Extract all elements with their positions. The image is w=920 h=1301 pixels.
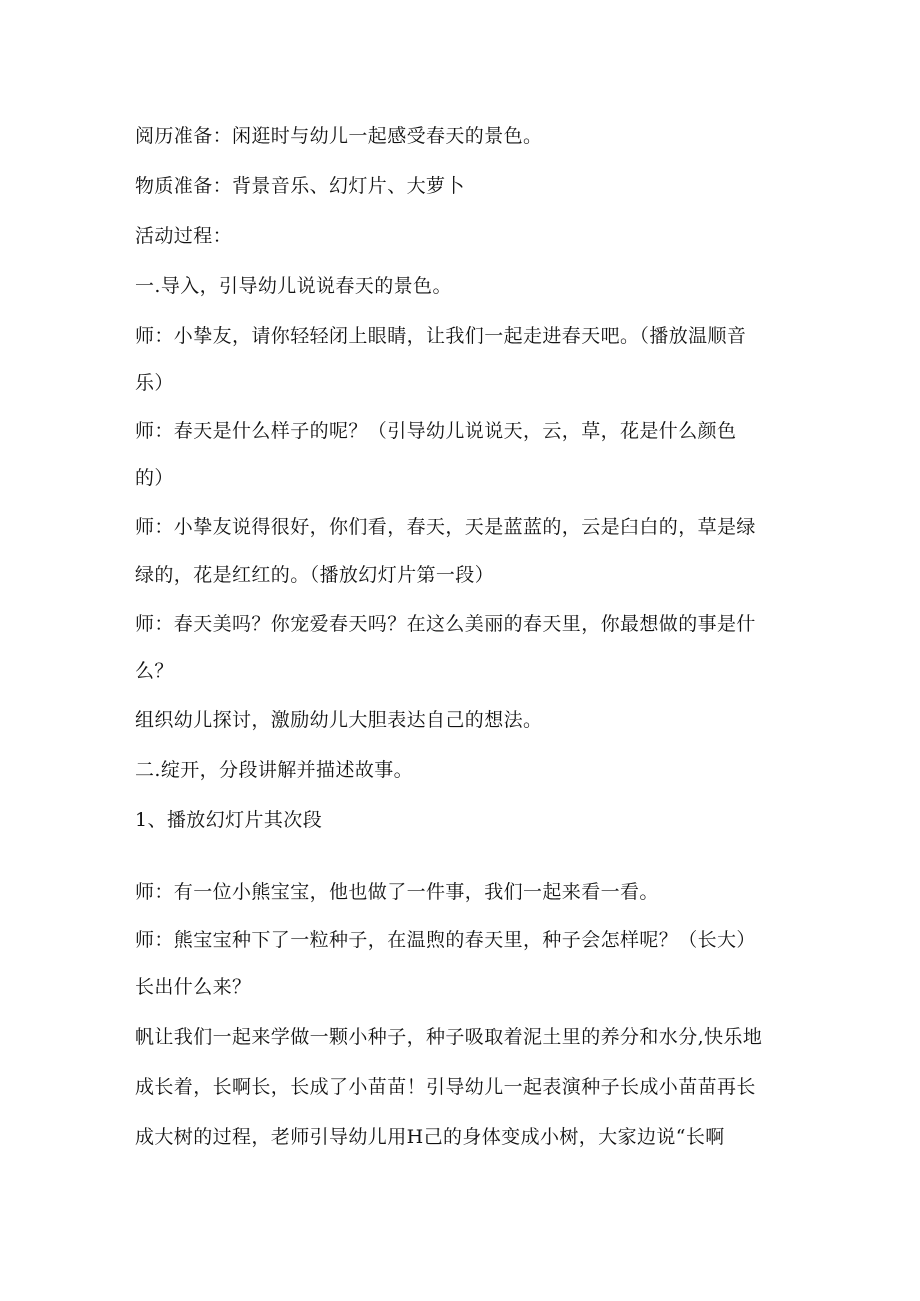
- text-line: 的）: [135, 467, 174, 489]
- text-line: 师：有一位小熊宝宝，他也做了一件事，我们一起来看一看。: [135, 881, 659, 903]
- text-line: 师：春天美吗？你宠爱春天吗？在这么美丽的春天里，你最想做的事是什: [135, 613, 756, 635]
- subsection-heading: 1、播放幻灯片其次段: [135, 809, 323, 831]
- text-line: 师：小挚友说得很好，你们看，春天，天是蓝蓝的，云是臼白的，草是绿: [135, 516, 756, 538]
- text-line: 么？: [135, 660, 174, 682]
- text-line: 物质准备：背景音乐、幻灯片、大萝卜: [135, 175, 465, 197]
- text-line: 师：熊宝宝种下了一粒种子，在温煦的春天里，种子会怎样呢？（长大）: [135, 929, 756, 951]
- text-line: 成大树的过程，老师引导幼儿用H己的身体变成小树，大家边说“长啊: [135, 1126, 725, 1148]
- text-line: 活动过程：: [135, 225, 233, 247]
- section-heading: 一.导入，引导幼儿说说春天的景色。: [135, 275, 452, 297]
- text-line: 阅历准备：闲逛时与幼儿一起感受春天的景色。: [135, 125, 543, 147]
- section-heading: 二.绽开，分段讲解并描述故事。: [135, 759, 414, 781]
- text-line: 组织幼儿探讨，激励幼儿大胆表达自己的想法。: [135, 709, 543, 731]
- text-line: 长出什么来？: [135, 976, 252, 998]
- text-line: 帆让我们一起来学做一颗小种子，种子吸取着泥土里的养分和水分,快乐地: [135, 1026, 763, 1048]
- text-line: 师：小挚友，请你轻轻闭上眼睛，让我们一起走进春天吧。（播放温顺音: [135, 325, 747, 347]
- text-line: 成长着，长啊长，长成了小苗苗！引导幼儿一起表演种子长成小苗苗再长: [135, 1076, 756, 1098]
- text-line: 乐）: [135, 372, 174, 394]
- text-line: 绿的，花是红红的。（播放幻灯片第一段）: [135, 564, 495, 586]
- text-line: 师：春天是什么样子的呢？（引导幼儿说说天，云，草，花是什么颜色: [135, 420, 737, 442]
